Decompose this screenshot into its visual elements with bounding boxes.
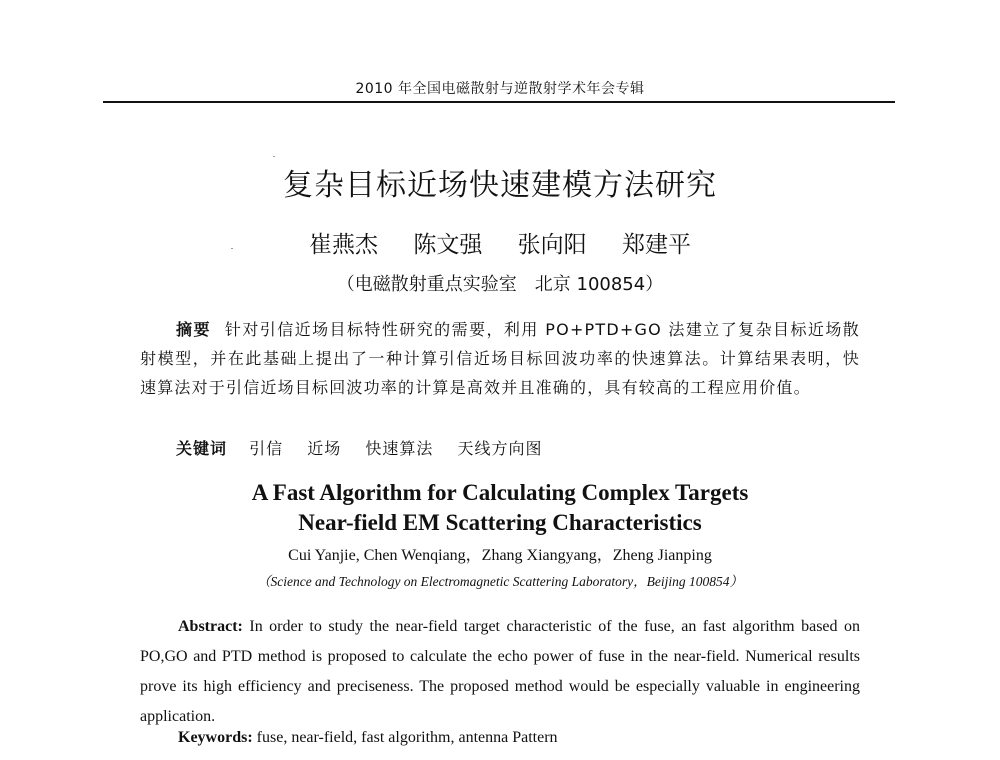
keywords-en-text: fuse, near-field, fast algorithm, antenna Pattern [256,729,558,746]
keyword-cn: 快速算法 [365,439,434,458]
header-rule [103,101,895,103]
affiliation-en: （Science and Technology on Electromagnetic Scattering Laboratory，Beijing 100854） [256,574,744,589]
author-list-en: Cui Yanjie, Chen Wenqiang，Zhang Xiangyang，Zheng Jianping [288,547,712,564]
abstract-cn-label: 摘要 [176,320,211,339]
paper-title-cn: 复杂目标近场快速建模方法研究 [283,168,717,203]
keywords-en-label: Keywords: [178,729,253,746]
abstract-cn [140,315,860,402]
keyword-cn: 天线方向图 [457,439,543,458]
keywords-cn [176,436,560,459]
abstract-en-label: Abstract: [178,618,243,635]
keyword-cn: 近场 [307,439,342,458]
keyword-cn: 引信 [249,439,284,458]
keywords-en [178,729,558,747]
title-en-line: Near-field EM Scattering Characteristics [298,510,702,535]
author-name-cn: 陈文强 [413,232,483,258]
scan-speck [273,156,275,157]
abstract-en-text: In order to study the near-field target characteristic of the fuse, an fast algorithm based on PO,GO and PTD method is proposed to calculate the echo power of fuse in the near-field. Numerical results prove its high efficiency and preciseness. The proposed method would be especially valuable in engineering application. [140,618,861,725]
affiliation-cn: （电磁散射重点实验室 北京 100854） [336,274,664,295]
keywords-cn-label: 关键词 [176,439,228,458]
author-name-cn: 张向阳 [517,232,587,258]
abstract-cn-text: 针对引信近场目标特性研究的需要，利用 PO+PTD+GO 法建立了复杂目标近场散射模型，并在此基础上提出了一种计算引信近场目标回波功率的快速算法。计算结果表明，快速算法对于引信近场目标回波功率的计算是高效并且准确的，具有较高的工程应用价值。 [140,320,861,397]
author-list-cn [0,226,1000,259]
abstract-en [140,612,860,732]
author-name-cn: 郑建平 [621,232,691,258]
title-en-line: A Fast Algorithm for Calculating Complex Targets [251,480,749,505]
running-header: 2010 年全国电磁散射与逆散射学术年会专辑 [355,81,645,97]
author-name-cn: 崔燕杰 [309,232,379,258]
paper-title-en [0,478,1000,538]
